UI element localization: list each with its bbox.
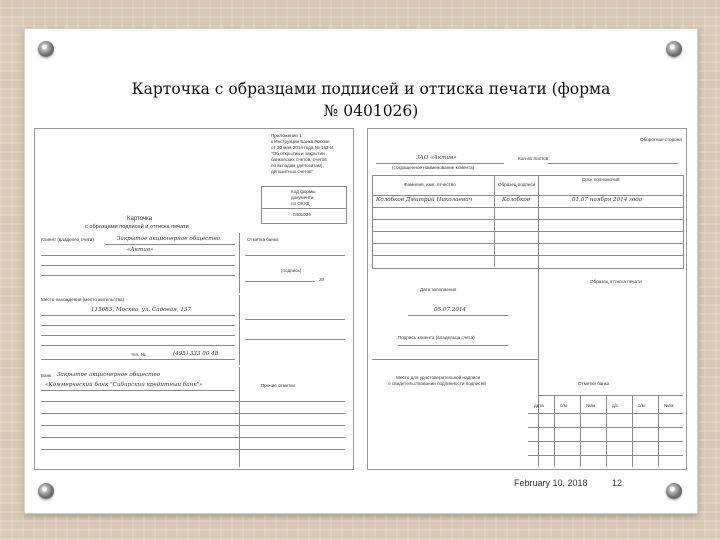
sign-header: Образец подписи [498,182,536,187]
slide-title-line-1: Карточка с образцами подписей и оттиска печати (форма [131,80,611,98]
pin-bottom-left [38,483,54,499]
certify-label-2: о свидетельствовании подлинности подписей [388,381,486,386]
okud-label: по ОКУД [291,201,310,206]
person-value: Колобков Дмитрий Николаевич [376,197,473,203]
stamp-label: Образец оттиска печати [590,279,642,284]
pin-top-left [38,41,54,57]
mark-cell: с/м [638,403,645,408]
phone-label: тел. № [131,352,146,357]
pin-bottom-right [666,483,682,499]
signature-caption: (подпись) [281,268,302,273]
bank-label: Банк [41,373,52,378]
card-title: Карточка [127,216,153,222]
slide-title-line-2: № 0401026) [323,102,419,120]
bank-mark-label: Отметка банка [247,237,279,242]
client-value-2: «Актив» [127,247,154,253]
appendix-line: от 30 мая 2014 года № 153-И [271,145,334,150]
appendix-line: "Об открытии и закрытии [271,151,325,156]
okud-code: 0401026 [293,212,311,217]
okud-label: документа [291,195,314,200]
year-mark: 20 [319,277,325,282]
form-front-image [34,128,354,470]
okud-label: Код формы [291,189,316,194]
appendix-line: Приложение 1 [271,133,302,138]
appendix-line: к Инструкции Банка России [271,139,330,144]
org-value: ЗАО «Актив» [416,155,457,161]
back-side-label: Оборотная сторона [640,137,682,142]
footer-date: February 10, 2018 [514,478,588,488]
notes-label: Прочие отметки [261,383,295,388]
certify-label-1: Место для удостоверительной надписи [396,375,481,380]
mark-cell: с/м [560,403,567,408]
org-caption: (сокращенное наименование клиента) [392,165,475,170]
sign-value: Колобков [502,197,531,203]
client-sign-label: Подпись клиента (владельца счета) [398,335,475,340]
card-subtitle: с образцами подписей и оттиска печати [85,224,189,230]
slide-title [116,78,626,122]
pin-top-right [666,41,682,57]
address-value: 115683, Москва, ул. Садовая, 137 [91,307,192,313]
term-value: 01.07 ноября 2014 года [572,197,643,203]
bank-value: Закрытое акционерное общество [57,372,161,378]
footer-page-number: 12 [612,478,623,488]
location-label: Место нахождения (место жительства) [41,297,125,302]
term-header: Срок полномочий [582,177,620,182]
fill-date-value: 05.07.2014 [434,307,467,313]
pos-header: Фамилия, имя, отчество [404,182,456,187]
mark-cell: д/с [612,403,619,408]
sheets-label: Кол-во листов [518,156,549,161]
client-value: Закрытое акционерное общество [117,236,221,242]
client-label: Клиент (владелец счета) [41,237,94,242]
phone-value: (495) 333 00 48 [173,351,219,357]
bank-value-2: «Коммерческий банк "Сибирский кредитный банк"» [45,382,203,388]
appendix-line: банковских счетов, счетов [271,157,327,162]
mark-cell: №/м [586,403,596,408]
appendix-line: депозитных счетов" [271,169,314,174]
bank-notes-label: Отметки банка [578,381,610,386]
fill-date-label: Дата заполнения [420,287,457,292]
mark-cell: дата [534,403,544,408]
mark-cell: №/м [664,403,674,408]
appendix-line: по вкладам (депозитам), [271,163,324,168]
form-back-image [367,128,687,470]
